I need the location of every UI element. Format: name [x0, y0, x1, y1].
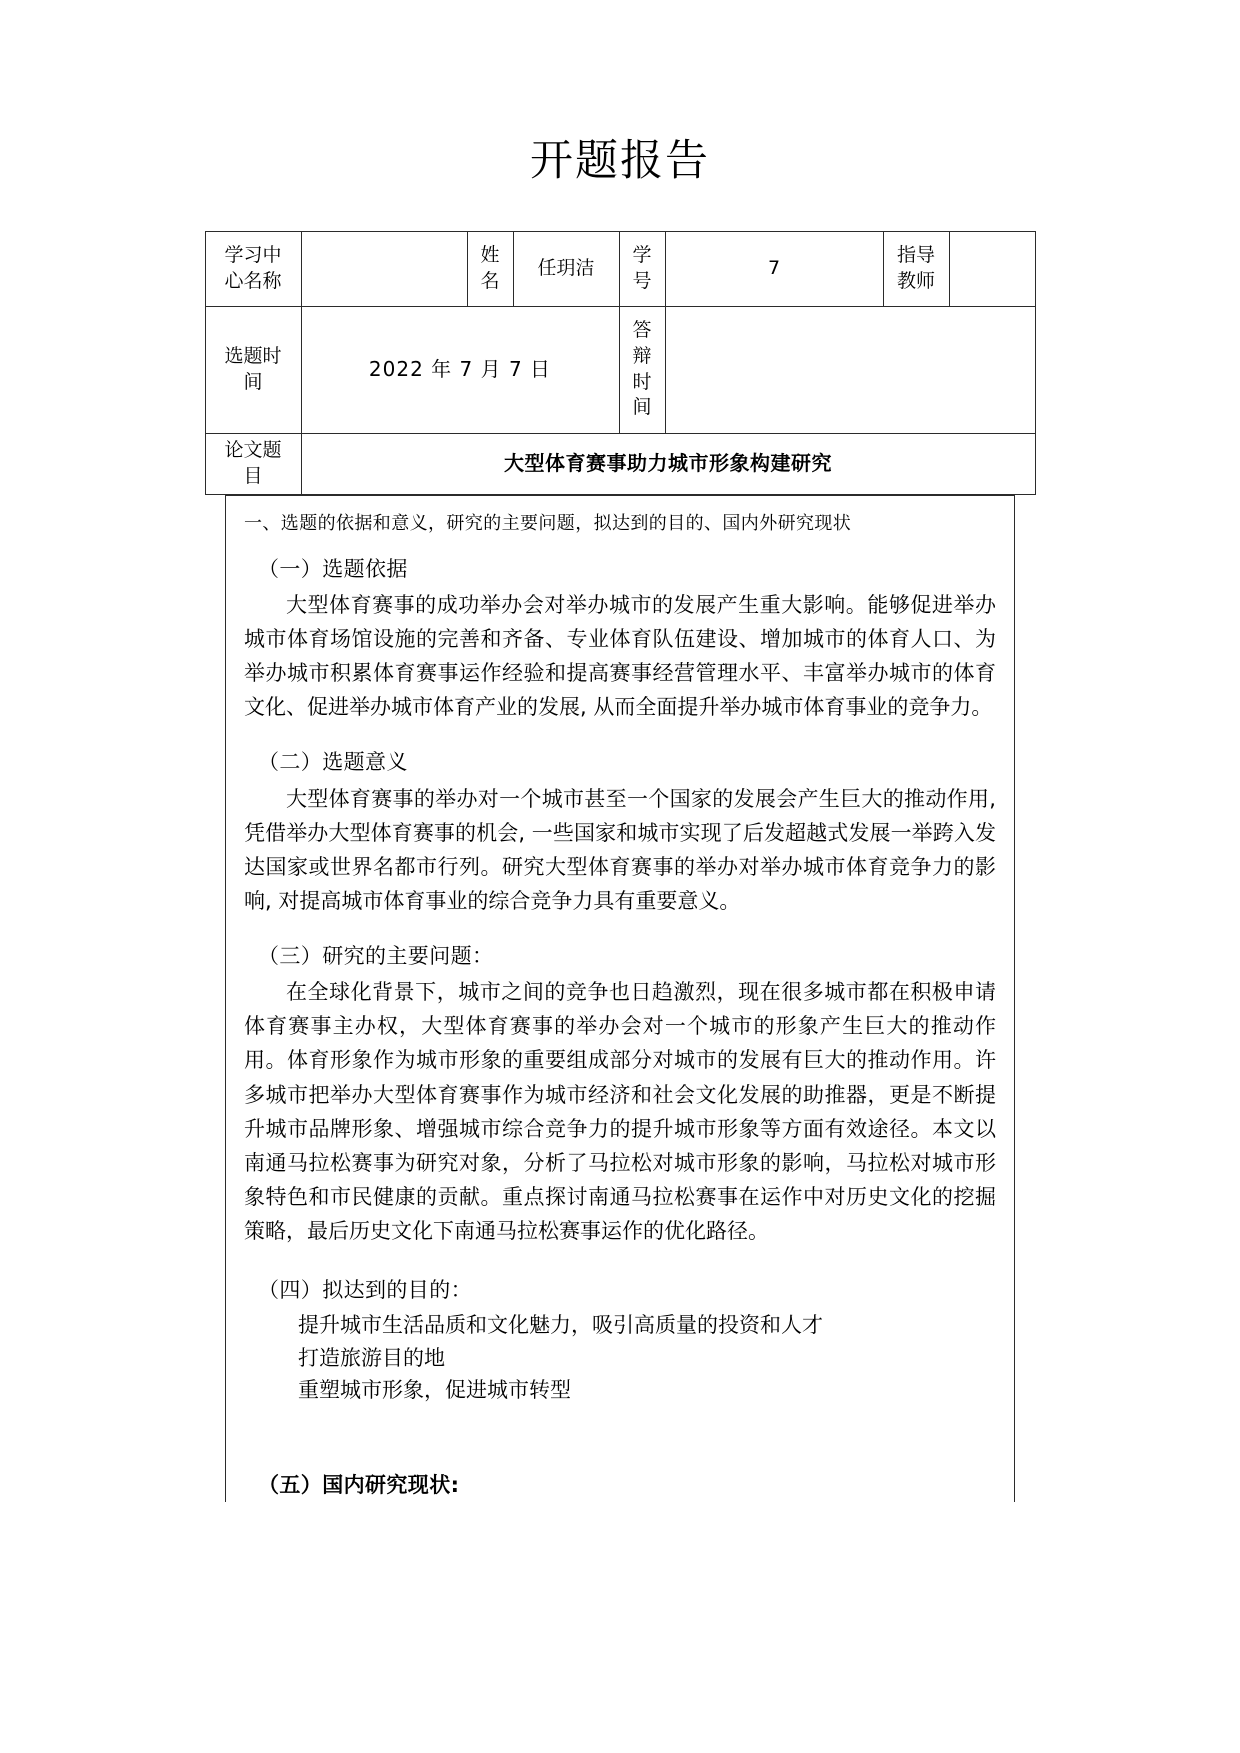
- defense-date-label-line1: 答: [632, 319, 652, 342]
- name-label-line2: 名: [480, 269, 500, 292]
- topic-date-label-line2: 间: [243, 370, 263, 393]
- table-row: [205, 433, 1035, 494]
- cell-value-advisor[interactable]: [949, 231, 1035, 306]
- center-name-label-line2: 心名称: [224, 269, 282, 292]
- subsection-heading-2: （二）选题意义: [258, 750, 408, 775]
- cell-label-topic-date: [205, 306, 301, 433]
- domestic-research-heading: （五）国内研究现状:: [258, 1472, 460, 1497]
- goal-item-3: 重塑城市形象，促进城市转型: [298, 1378, 571, 1403]
- cell-label-center-name: [205, 231, 301, 306]
- goals-heading: （四）拟达到的目的：: [258, 1277, 472, 1302]
- subsection-heading-3: （三）研究的主要问题：: [258, 943, 494, 968]
- thesis-title-label-line1: 论文题: [224, 439, 282, 462]
- table-row: [205, 306, 1035, 433]
- cell-value-defense-date[interactable]: [665, 306, 1035, 433]
- cell-label-advisor: [883, 231, 949, 306]
- topic-date-label-line1: 选题时: [224, 345, 282, 368]
- subsection-paragraph-2: 大型体育赛事的举办对一个城市甚至一个国家的发展会产生巨大的推动作用, 凭借举办大型体育赛事的机会, 一些国家和城市实现了后发超越式发展一举跨入发达国家或世界名都市行列。研究大型体育赛事的举办对举办城市体育竞争力的影响, 对提高城市体育事业的综合竞争力具有重要意义。: [244, 786, 996, 913]
- info-table: [205, 231, 1036, 495]
- subsection-heading-1: （一）选题依据: [258, 556, 408, 581]
- spacer: [244, 1407, 996, 1469]
- cell-label-thesis-title: [205, 433, 301, 494]
- cell-label-student-id: [619, 231, 665, 306]
- body-content: [225, 495, 1015, 1503]
- thesis-title-label-line2: 目: [243, 464, 263, 487]
- goal-item-1: 提升城市生活品质和文化魅力，吸引高质量的投资和人才: [298, 1313, 823, 1338]
- student-id-label-line1: 学: [632, 244, 652, 267]
- subsection-paragraph-1: 大型体育赛事的成功举办会对举办城市的发展产生重大影响。能够促进举办城市体育场馆设施的完善和齐备、专业体育队伍建设、增加城市的体育人口、为举办城市积累体育赛事运作经验和提高赛事经营管理水平、丰富举办城市的体育文化、促进举办城市体育产业的发展, 从而全面提升举办城市体育事业的竞争力。: [244, 593, 996, 720]
- cell-label-defense-date: [619, 306, 665, 433]
- defense-date-label-line2: 辩: [632, 345, 652, 368]
- defense-date-label-line4: 间: [632, 396, 652, 419]
- table-row: [205, 231, 1035, 306]
- page-title: 开题报告: [530, 136, 710, 186]
- center-name-label-line1: 学习中: [224, 244, 282, 267]
- cell-value-topic-date[interactable]: 2022 年 7 月 7 日: [301, 306, 619, 433]
- cell-label-name: [467, 231, 513, 306]
- advisor-label-line2: 教师: [896, 269, 935, 292]
- section-heading: 一、选题的依据和意义，研究的主要问题，拟达到的目的、国内外研究现状: [244, 512, 852, 534]
- advisor-label-line1: 指导: [896, 244, 935, 267]
- cell-value-thesis-title[interactable]: 大型体育赛事助力城市形象构建研究: [301, 433, 1035, 494]
- defense-date-label-line3: 时: [632, 370, 652, 393]
- cell-value-student-id[interactable]: 7: [665, 231, 883, 306]
- goal-item-2: 打造旅游目的地: [298, 1345, 445, 1370]
- name-label-line1: 姓: [480, 244, 500, 267]
- cell-value-center-name[interactable]: [301, 231, 467, 306]
- student-id-label-line2: 号: [632, 269, 652, 292]
- cell-value-name[interactable]: 任玥洁: [513, 231, 619, 306]
- subsection-paragraph-3: 在全球化背景下，城市之间的竞争也日趋激烈，现在很多城市都在积极申请体育赛事主办权，大型体育赛事的举办会对一个城市的形象产生巨大的推动作用。体育形象作为城市形象的重要组成部分对城市的发展有巨大的推动作用。许多城市把举办大型体育赛事作为城市经济和社会文化发展的助推器，更是不断提升城市品牌形象、增强城市综合竞争力的提升城市形象等方面有效途径。本文以南通马拉松赛事为研究对象，分析了马拉松对城市形象的影响，马拉松对城市形象特色和市民健康的贡献。重点探讨南通马拉松赛事在运作中对历史文化的挖掘策略，最后历史文化下南通马拉松赛事运作的优化路径。: [244, 980, 996, 1243]
